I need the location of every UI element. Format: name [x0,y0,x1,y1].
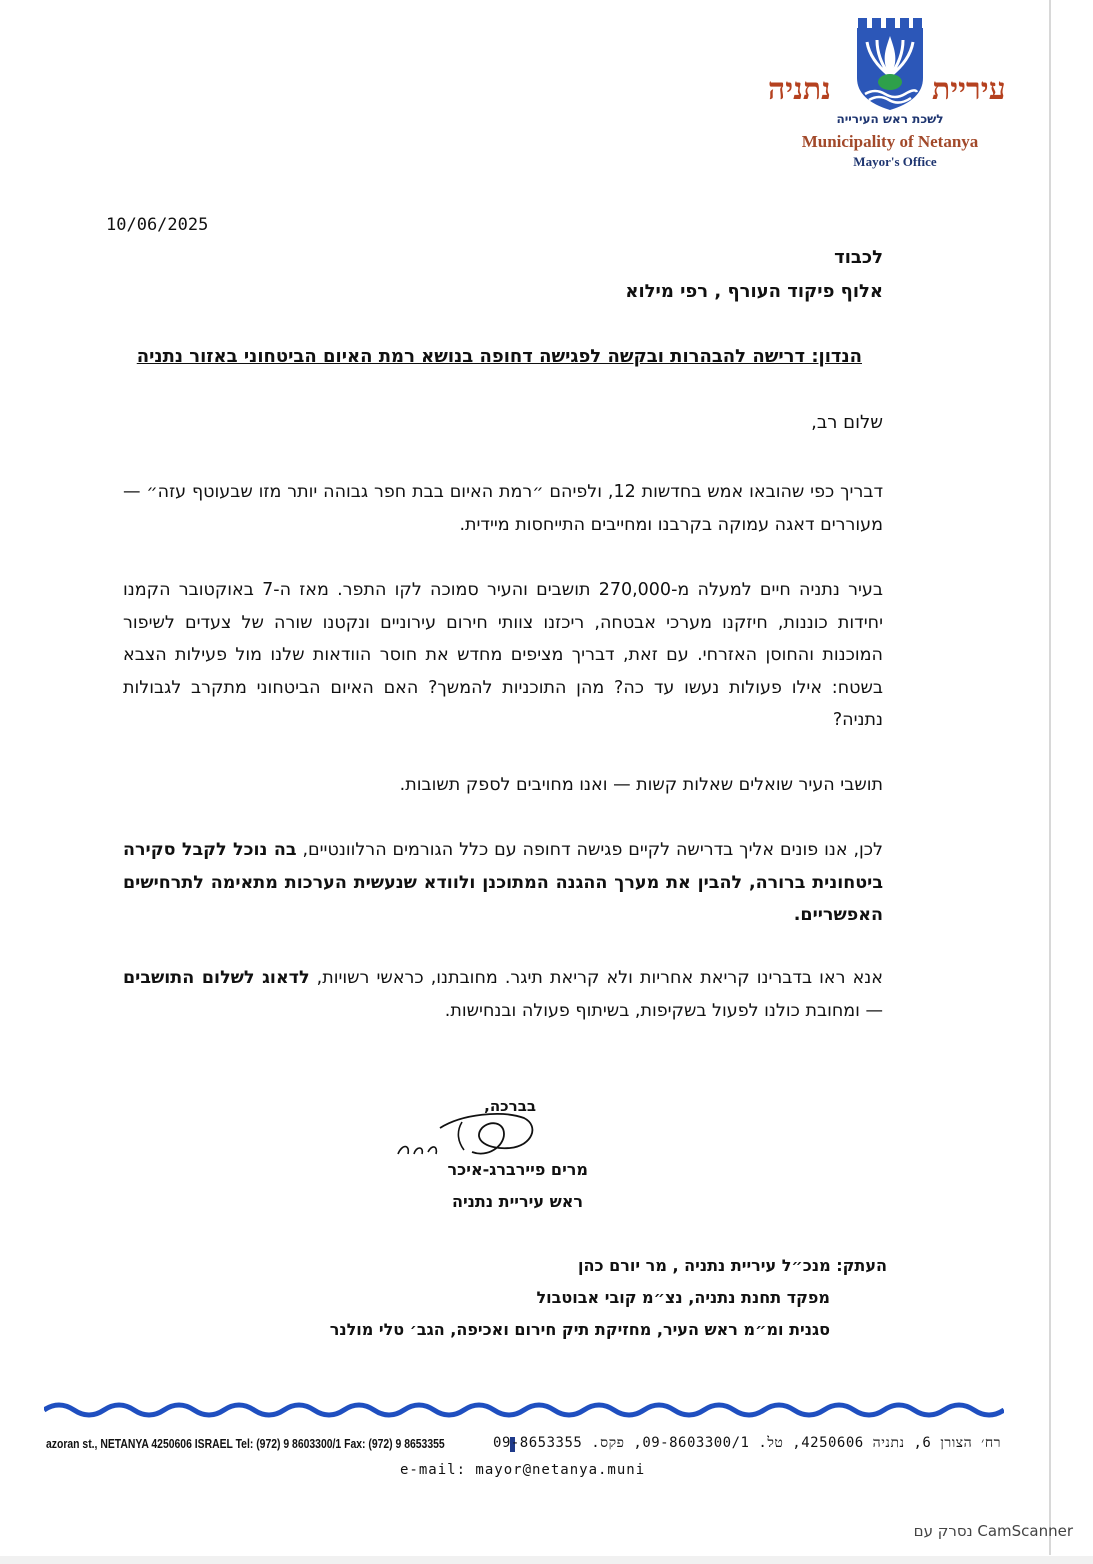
footer-wave-decoration [44,1394,1004,1422]
page-edge [1049,0,1051,1555]
cc-line-1: העתק: מנכ״ל עיריית נתניה , מר יורם כהן [578,1256,887,1275]
mayor-office-hebrew: לשכת ראש העירייה [836,112,944,126]
body-paragraph-5 [123,962,883,1027]
footer-address-english: azoran st., NETANYA 4250606 ISRAEL Tel: (972) 9 8603300/1 Fax: (972) 9 8653355 [46,1436,445,1451]
handwritten-signature [392,1106,542,1166]
p5-bold-text: לדאוג לשלום התושבים [123,968,310,988]
p5-end-text: — ומחובת כולנו לפעול בשקיפות, בשיתוף פעולה ובנחישות. [444,1000,883,1021]
body-paragraph-3: תושבי העיר שואלים שאלות קשות — ואנו מחויבים לספק תשובות. [399,775,883,795]
footer-email: e-mail: mayor@netanya.muni [400,1462,646,1478]
recipient-salutation: לכבוד [834,247,883,268]
body-paragraph-4 [123,834,883,932]
body-paragraph-1: דבריך כפי שהובאו אמש בחדשות 12, ולפיהם ״רמת האיום בבת חפר גבוהה יותר מזו שבעוטף עזה״ — מעוררים דאגה עמוקה בקרבנו ומחייבים התייחסות מיידית. [123,482,883,535]
mayor-office-english: Mayor's Office [853,154,937,169]
city-name-municipality: עיריית [932,72,1006,107]
p4-bold-text: בה נוכל לקבל סקירה ביטחונית ברורה, להבין את מערך ההגנה המתוכנן ולוודא שנעשית הערכות מתאימה לתרחישים האפשריים. [123,840,883,925]
closing-regards: בברכה, [484,1097,536,1115]
camscanner-watermark: נסרק עם CamScanner [913,1522,1073,1540]
municipality-english: Municipality of Netanya [801,132,979,151]
bottom-edge [0,1556,1093,1564]
letter-subject: הנדון: דרישה להבהרות ובקשה לפגישה דחופה בנושא רמת האיום הביטחוני באזור נתניה [136,346,862,367]
letter-date: 10/06/2025 [106,215,209,235]
signer-title: ראש עיריית נתניה [451,1192,583,1211]
signer-name: מרים פיירברג-איכר [447,1160,588,1179]
netanya-crest-logo [855,16,925,112]
cc-line-2: מפקד תחנת נתניה, נצ״מ קובי אבוטבול [536,1288,830,1307]
cc-line-3: סגנית ומ״מ ראש העיר, מחזיקת תיק חירום ואכיפה, הגב׳ טלי מולנר [329,1320,830,1339]
city-name-netanya: נתניה [768,72,831,107]
footer-address-hebrew: רח׳ הצורן 6, נתניה 4250606, טל. 09-8603300/1, פקס. 09-8653355 [493,1435,1001,1451]
body-paragraph-2: בעיר נתניה חיים למעלה מ-270,000 תושבים והעיר סמוכה לקו התפר. מאז ה-7 באוקטובר הקמנו יחידות כוננות, חיזקנו מערכי אבטחה, ריכזנו צוותי חירום עירוניים ונקטנו שורה של צעדים לשיפור המוכנות והחוסן האזרחי. עם זאת, דבריך מציפים מחדש את חוסר הוודאות שלנו מול פעילות הצבא בשטח: אילו פעולות נעשו עד כה? מהן התוכניות להמשך? האם האיום הביטחוני מתקרב לגבולות נתניה? [123,580,883,730]
p5-text: אנא ראו בדברינו קריאת אחריות ולא קריאת תיגר. מחובתנו, כראשי רשויות, [309,968,883,988]
recipient-name: אלוף פיקוד העורף , רפי מילוא [625,281,883,302]
p4-text: לכן, אנו פונים אליך בדרישה לקיים פגישה דחופה עם כלל הגורמים הרלוונטיים, [296,840,883,860]
greeting: שלום רב, [811,412,883,433]
